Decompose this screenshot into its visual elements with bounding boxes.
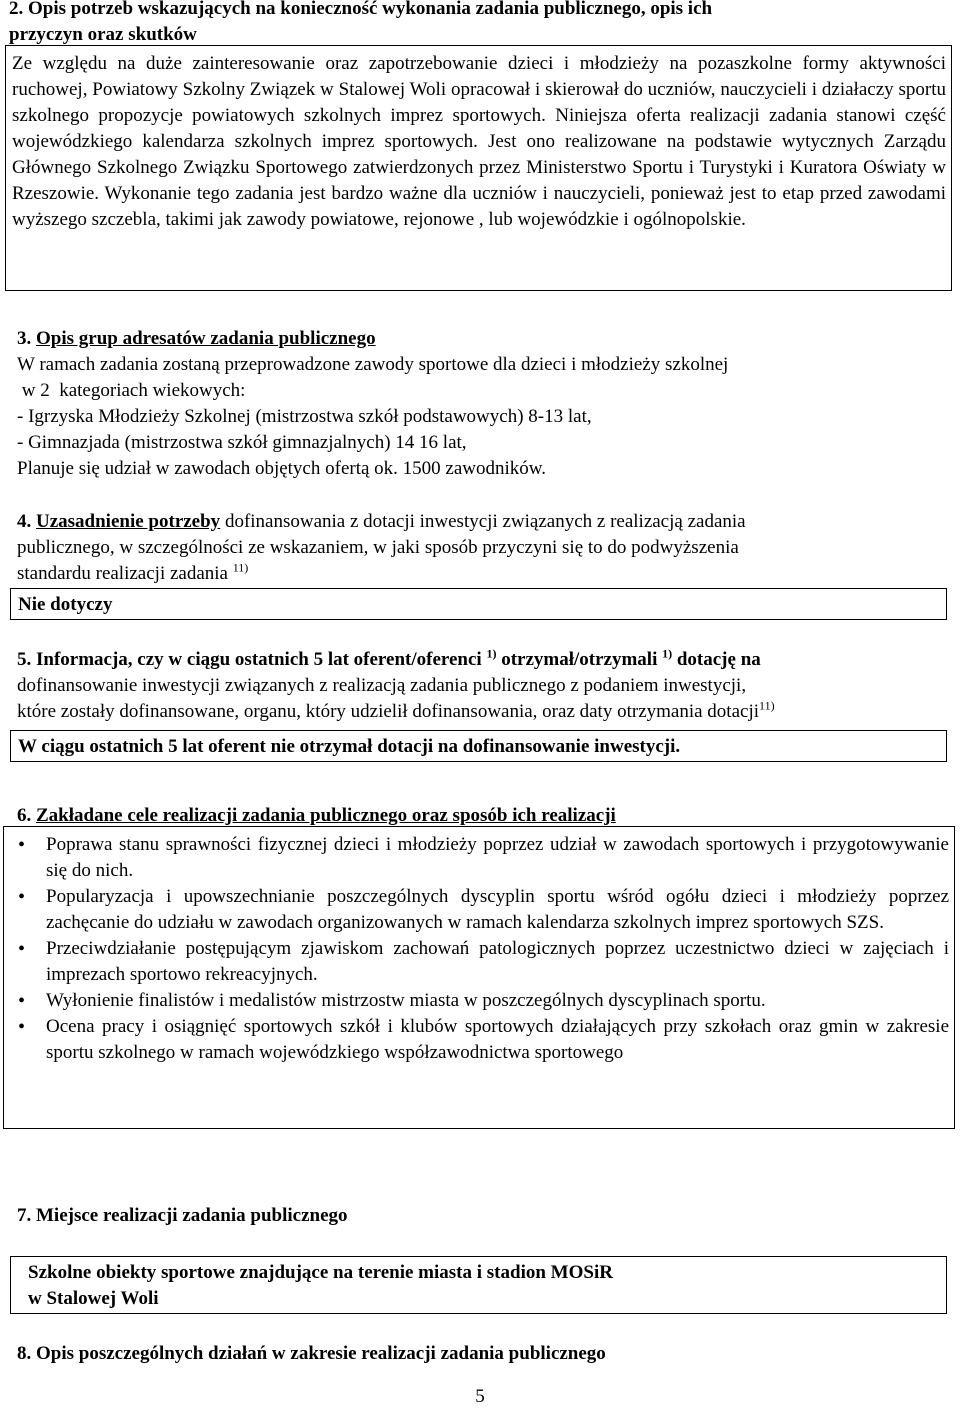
goal-item: • Przeciwdziałanie postępującym zjawiskom zachowań patologicznych poprzez uczestnictwo dzieci w zajęciach i imprezach sportowo rekreacyjnych. (10, 936, 949, 988)
section-5-text-1: dofinansowanie inwestycji związanych z realizacją zadania publicznego z podaniem inwestycji, (17, 675, 747, 696)
section-2-body: Ze względu na duże zainteresowanie oraz zapotrzebowanie dzieci i młodzieży na pozaszkolne formy aktywności ruchowej, Powiatowy Szkolny Związek w Stalowej Woli opracował i skierował do uczniów, nauczycieli i działaczy sportu szkolnego propozycje powiatowych szkolnych imprez sportowych. Niniejsza oferta realizacji zadania stanowi część wojewódzkiego kalendarza szkolnych imprez sportowych. Jest ono realizowane na podstawie wytycznych Zarządu Głównego Szkolnego Związku Sportowego zatwierdzonych przez Ministerstwo Sportu i Turystyki i Kuratora Oświaty w Rzeszowie. Wykonanie tego zadania jest bardzo ważne dla uczniów i nauczycieli, ponieważ jest to etap przed zawodami wyższego szczebla, takimi jak zawody powiatowe, rejonowe , lub wojewódzkie i ogólnopolskie. (12, 53, 946, 230)
section-2-heading-line-2: przyczyn oraz skutków (9, 24, 197, 45)
section-8-heading: 8. Opis poszczególnych działań w zakresie realizacji zadania publicznego (17, 1343, 606, 1364)
section-5-text-2: które zostały dofinansowane, organu, który udzielił dofinansowania, oraz daty otrzymania dotacji (17, 701, 760, 722)
section-5-ref-a: 1) (486, 646, 497, 661)
goal-item: • Poprawa stanu sprawności fizycznej dzieci i młodzieży poprzez udział w zawodach sportowych i przygotowywanie się do nich. (10, 832, 949, 884)
section-3 (17, 326, 937, 482)
section-6-number: 6. (17, 805, 36, 826)
section-6-box (3, 826, 955, 1129)
section-3-number: 3. (17, 328, 36, 349)
section-4-text-3: standardu realizacji zadania (17, 563, 233, 584)
section-4-answer-box (10, 588, 947, 620)
section-5-answer: W ciągu ostatnich 5 lat oferent nie otrzymał dotacji na dofinansowanie inwestycji. (18, 736, 681, 757)
goal-item: • Popularyzacja i upowszechnianie poszczególnych dyscyplin sportu wśród ogółu dzieci i młodzieży poprzez zachęcanie do udziału w zawodach organizowanych w ramach kalendarza szkolnych imprez sportowych SZS. (10, 884, 949, 936)
goal-item: • Ocena pracy i osiągnięć sportowych szkół i klubów sportowych działających przy szkołach oraz gmin w zakresie sportu szkolnego w ramach wojewódzkiego współzawodnictwa sportowego (10, 1014, 949, 1066)
section-2-heading-line-1: 2. Opis potrzeb wskazujących na konieczność wykonania zadania publicznego, opis ich (9, 0, 713, 19)
section-4-ref: 11) (232, 560, 249, 575)
section-3-line-5: Planuje się udział w zawodach objętych ofertą ok. 1500 zawodników. (17, 458, 547, 479)
section-4-text-2: publicznego, w szczególności ze wskazaniem, w jaki sposób przyczyni się to do podwyższenia (17, 537, 739, 558)
section-5-heading-b: otrzymał/otrzymali (496, 649, 663, 670)
section-5-heading-a: 5. Informacja, czy w ciągu ostatnich 5 lat oferent/oferenci (17, 649, 487, 670)
page-number: 5 (475, 1386, 485, 1407)
section-3-line-2: w 2 kategoriach wiekowych: (17, 380, 246, 401)
section-3-title: Opis grup adresatów zadania publicznego (36, 328, 376, 349)
section-2-heading (9, 0, 939, 48)
section-7-answer-line-2: w Stalowej Woli (28, 1288, 159, 1309)
section-6-goals-list (10, 832, 949, 1066)
section-5-ref-b: 1) (662, 646, 673, 661)
section-7-answer-line-1: Szkolne obiekty sportowe znajdujące na terenie miasta i stadion MOSiR (28, 1262, 613, 1283)
section-4 (17, 509, 947, 587)
section-7-heading: 7. Miejsce realizacji zadania publicznego (17, 1205, 348, 1226)
section-4-line-3 (17, 561, 947, 587)
section-3-heading (17, 326, 937, 352)
section-4-text-1: dofinansowania z dotacji inwestycji związanych z realizacją zadania (220, 511, 746, 532)
section-5-ref-c: 11) (759, 698, 775, 713)
section-3-line-3: - Igrzyska Młodzieży Szkolnej (mistrzostwa szkół podstawowych) 8-13 lat, (17, 406, 592, 427)
section-7-answer-box (10, 1256, 947, 1314)
section-3-line-4: - Gimnazjada (mistrzostwa szkół gimnazjalnych) 14 16 lat, (17, 432, 467, 453)
section-5 (17, 647, 947, 725)
section-2-box (5, 45, 952, 291)
section-5-heading-c: dotację na (672, 649, 761, 670)
section-4-title: Uzasadnienie potrzeby (36, 511, 221, 532)
section-4-line-1 (17, 509, 947, 535)
section-6-title: Zakładane cele realizacji zadania publicznego oraz sposób ich realizacji (36, 805, 616, 826)
section-5-heading (17, 647, 947, 673)
section-5-answer-box (10, 730, 947, 762)
section-4-answer: Nie dotyczy (18, 594, 113, 615)
section-3-line-1: W ramach zadania zostaną przeprowadzone zawody sportowe dla dzieci i młodzieży szkolnej (17, 354, 729, 375)
section-5-line-3 (17, 699, 947, 725)
goal-item: • Wyłonienie finalistów i medalistów mistrzostw miasta w poszczególnych dyscyplinach sportu. (10, 988, 949, 1014)
section-4-number: 4. (17, 511, 36, 532)
